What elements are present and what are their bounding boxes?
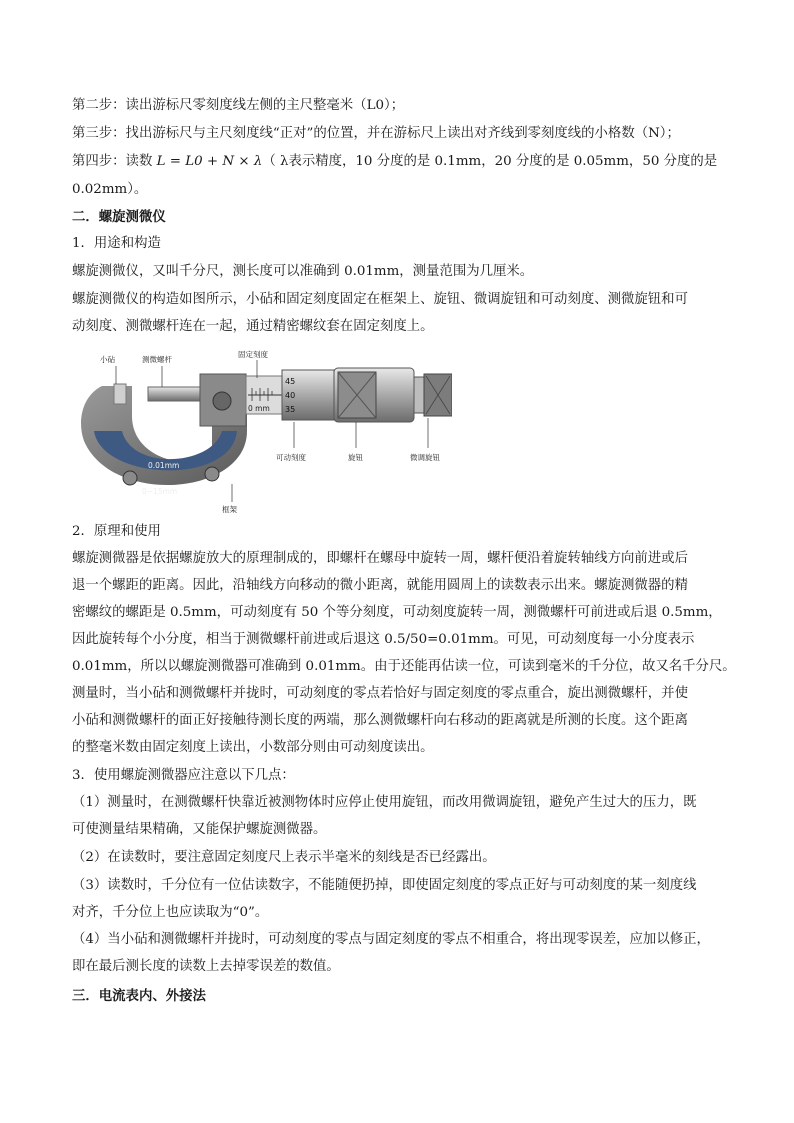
micrometer-figure (72, 346, 452, 516)
scale-35-label: 35 (285, 405, 296, 414)
note-line-7: 即在最后测长度的读数上去掉零误差的数值。 (72, 959, 340, 974)
label-anvil: 小砧 (100, 355, 115, 364)
note-line-1: （1）测量时，在测微螺杆快靠近被测物体时应停止使用旋钮，而改用微调旋钮，避免产生过大的压力，既 (72, 795, 697, 810)
subsection-2-heading: 2．原理和使用 (72, 524, 161, 539)
step-4 (72, 152, 732, 172)
step-2: 第二步：读出游标尺零刻度线左侧的主尺整毫米（L0）； (72, 98, 405, 113)
paragraph-1: 螺旋测微仪，又叫千分尺，测长度可以准确到 0.01mm，测量范围为几厘米。 (72, 264, 534, 279)
frame-spec-1: 0.01mm (148, 461, 180, 470)
subsection-3-heading: 3．使用螺旋测微器应注意以下几点： (72, 768, 295, 783)
note-line-5: 对齐，千分位上也应读取为“0”。 (72, 905, 269, 920)
scale-40-label: 40 (285, 391, 296, 400)
step-4-continued: 0.02mm）。 (72, 182, 148, 197)
paragraph-3-line-2: 退一个螺距的距离。因此，沿轴线方向移动的微小距离，就能用圆周上的读数表示出来。螺旋测微器的精 (72, 578, 688, 593)
label-movable-scale: 可动刻度 (276, 453, 306, 462)
paragraph-2-line-1: 螺旋测微仪的构造如图所示，小砧和固定刻度固定在框架上、旋钮、微调旋钮和可动刻度、测微旋钮和可 (72, 292, 688, 307)
section-3-heading: 三．电流表内、外接法 (72, 988, 206, 1004)
paragraph-3-line-4: 因此旋转每个小分度，相当于测微螺杆前进或后退这 0.5/50=0.01mm。可见，可动刻度每一小分度表示 (72, 632, 695, 647)
step-3: 第三步：找出游标尺与主尺刻度线“正对”的位置，并在游标尺上读出对齐线到零刻度线的小格数（N）； (72, 126, 680, 141)
note-line-2: 可使测量结果精确，又能保护螺旋测微器。 (72, 822, 327, 837)
label-fine-knob: 微调旋钮 (410, 453, 440, 462)
paragraph-3-line-7: 小砧和测微螺杆的面正好接触待测长度的两端，那么测微螺杆向右移动的距离就是所测的长度。这个距离 (72, 713, 688, 728)
note-line-4: （3）读数时，千分位有一位估读数字，不能随便扔掉，即使固定刻度的零点正好与可动刻度的某一刻度线 (72, 878, 697, 893)
scale-45-label: 45 (285, 377, 296, 386)
subsection-1-heading: 1．用途和构造 (72, 236, 161, 251)
paragraph-3-line-1: 螺旋测微器是依据螺旋放大的原理制成的，即螺杆在螺母中旋转一周，螺杆便沿着旋转轴线方向前进或后 (72, 551, 688, 566)
label-frame: 框架 (222, 505, 237, 514)
scale-0mm-label: 0 mm (248, 404, 270, 413)
lock-screw-icon (213, 392, 231, 410)
label-fixed-scale: 固定刻度 (238, 350, 268, 359)
paragraph-3-line-6: 测量时，当小砧和测微螺杆并拢时，可动刻度的零点若恰好与固定刻度的零点重合，旋出测微螺杆，并使 (72, 686, 688, 701)
label-spindle: 测微螺杆 (142, 355, 172, 364)
step-4-suffix: （ λ表示精度，10 分度的是 0.1mm，20 分度的是 0.05mm，50 分度的是 (262, 154, 718, 169)
paragraph-3-line-5: 0.01mm，所以以螺旋测微器可准确到 0.01mm。由于还能再估读一位，可读到毫米的千分位，故又名千分尺。 (72, 659, 736, 674)
step-4-prefix: 第四步：读数 (72, 154, 157, 169)
note-line-6: （4）当小砧和测微螺杆并拢时，可动刻度的零点与固定刻度的零点不相重合，将出现零误差，应加以修正， (72, 932, 710, 947)
spindle-shape (148, 387, 206, 401)
note-line-3: （2）在读数时，要注意固定刻度尺上表示半毫米的刻线是否已经露出。 (72, 850, 496, 865)
frame-spec-2: 0~15mm (142, 487, 178, 496)
step-4-formula: L = L0 + N × λ (156, 154, 263, 169)
paragraph-2-line-2: 动刻度、测微螺杆连在一起，通过精密螺纹套在固定刻度上。 (72, 319, 434, 334)
section-2-heading: 二．螺旋测微仪 (72, 209, 166, 225)
paragraph-3-line-3: 密螺纹的螺距是 0.5mm，可动刻度有 50 个等分刻度，可动刻度旋转一周，测微螺杆可前进或后退 0.5mm， (72, 605, 722, 620)
anvil-shape (114, 384, 126, 404)
paragraph-3-line-8: 的整毫米数由固定刻度上读出，小数部分则由可动刻度读出。 (72, 740, 434, 755)
label-knob: 旋钮 (348, 453, 363, 462)
